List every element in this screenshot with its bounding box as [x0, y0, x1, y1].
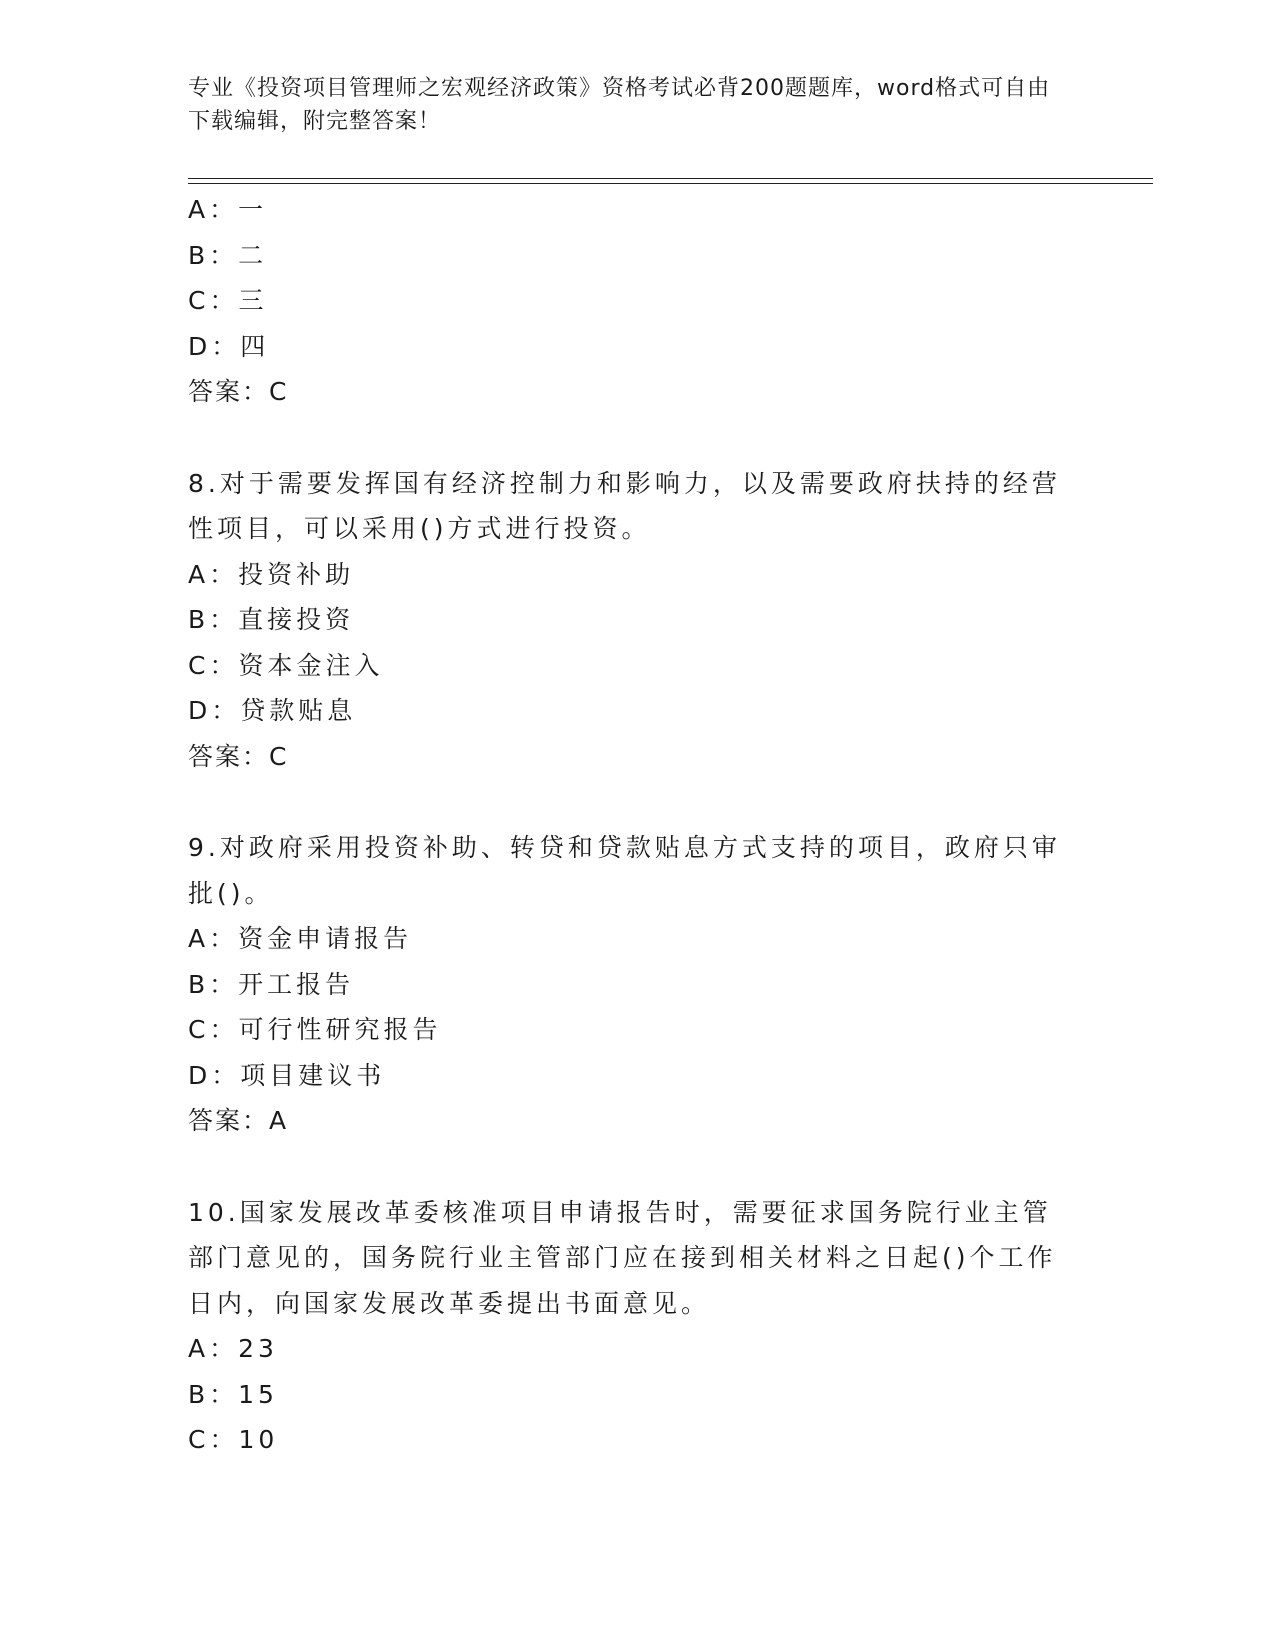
- option-a: A：投资补助: [188, 559, 355, 589]
- answer-line: 答案：C: [188, 741, 289, 771]
- question-8: [188, 461, 1088, 780]
- question-7: [188, 187, 1088, 415]
- option-d: D：贷款贴息: [188, 696, 357, 725]
- option-b: B：直接投资: [188, 605, 355, 634]
- option-b: B：开工报告: [188, 969, 355, 999]
- option-c: C：三: [188, 286, 268, 315]
- option-d: D：项目建议书: [188, 1060, 386, 1090]
- question-text: 9.对政府采用投资补助、转贷和贷款贴息方式支持的项目，政府只审批()。: [188, 833, 1061, 908]
- option-b: B：二: [188, 240, 268, 270]
- answer-line: 答案：C: [188, 377, 289, 406]
- option-b: B：15: [188, 1379, 278, 1409]
- option-c: C：资本金注入: [188, 650, 384, 680]
- question-9: [188, 825, 1088, 1144]
- question-text: 10.国家发展改革委核准项目申请报告时，需要征求国务院行业主管部门意见的，国务院行业主管部门应在接到相关材料之日起()个工作日内，向国家发展改革委提出书面意见。: [188, 1197, 1057, 1318]
- spacer: [188, 1144, 1088, 1190]
- option-a: A：资金申请报告: [188, 924, 413, 953]
- option-c: C：10: [188, 1425, 279, 1454]
- option-d: D：四: [188, 331, 270, 361]
- header-divider-top: [188, 178, 1153, 179]
- question-10: [188, 1190, 1088, 1463]
- question-list: [188, 187, 1088, 1463]
- spacer: [188, 415, 1088, 461]
- option-a: A：23: [188, 1334, 278, 1363]
- header-divider-bottom: [188, 183, 1153, 184]
- option-c: C：可行性研究报告: [188, 1015, 442, 1044]
- document-header: 专业《投资项目管理师之宏观经济政策》资格考试必背200题题库，word格式可自由下载编辑，附完整答案！: [188, 76, 1051, 134]
- question-text: 8.对于需要发挥国有经济控制力和影响力，以及需要政府扶持的经营性项目，可以采用()方式进行投资。: [188, 468, 1061, 543]
- option-a: A：一: [188, 195, 268, 224]
- answer-line: 答案：A: [188, 1106, 289, 1135]
- spacer: [188, 779, 1088, 825]
